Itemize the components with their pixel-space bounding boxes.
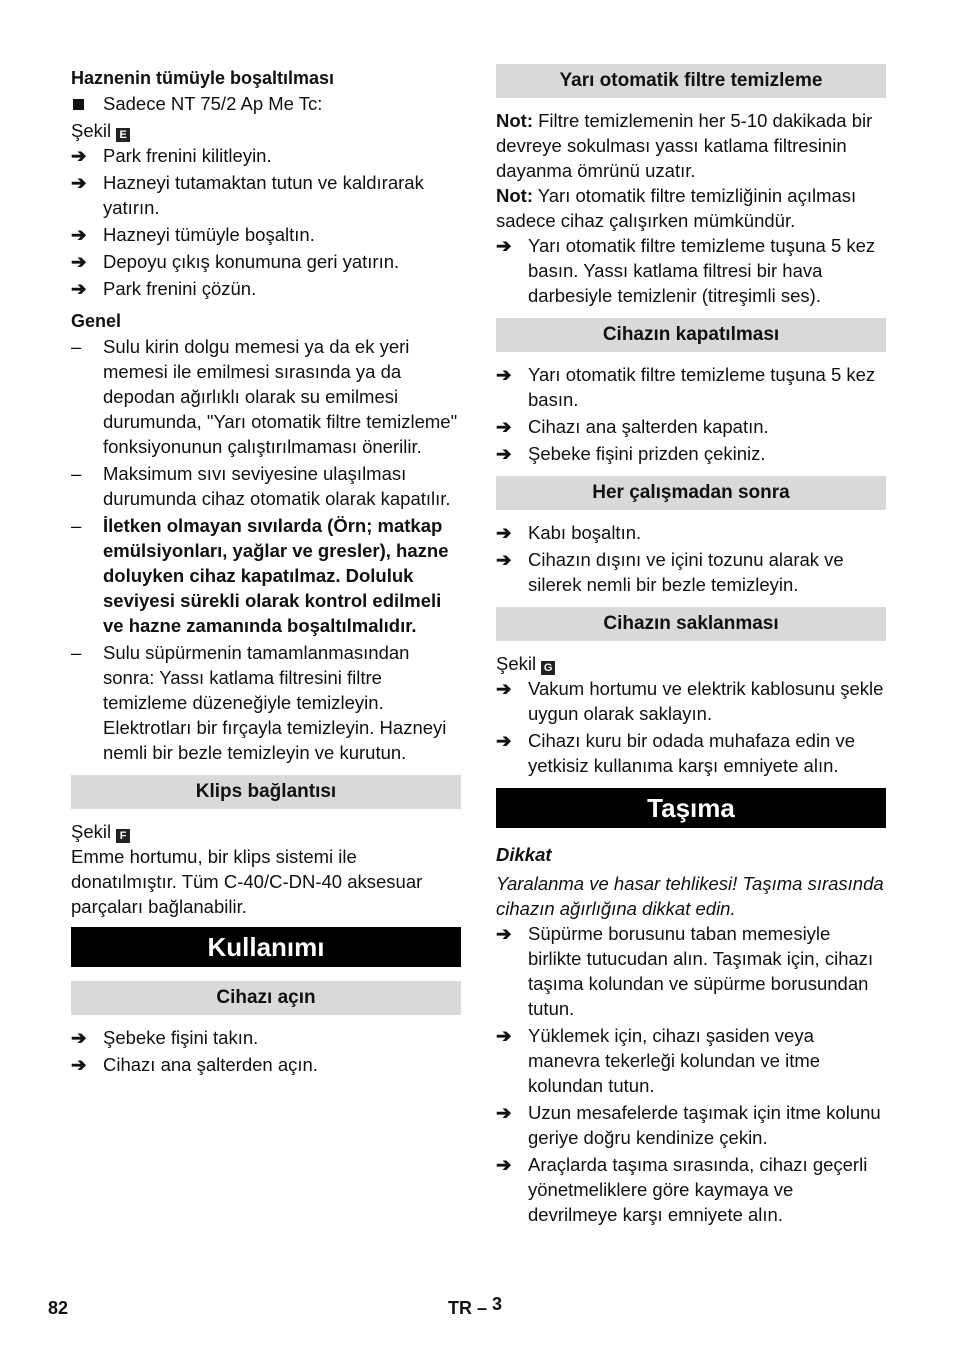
footer-language: TR – 3 bbox=[448, 1294, 503, 1318]
step-item: ➔ Cihazı kuru bir odada muhafaza edin ve yetkisiz kullanıma karşı emniyete alın. bbox=[496, 730, 856, 776]
dash-bullet: – bbox=[71, 463, 82, 484]
step-item: ➔ Cihazı ana şalterden açın. bbox=[71, 1054, 318, 1075]
step-item: ➔ Yüklemek için, cihazı şasiden veya manevra tekerleği kolundan ve itme kolundan tutun. bbox=[496, 1025, 821, 1096]
section-bar-switch-off: Cihazın kapatılması bbox=[496, 318, 886, 352]
step-item: ➔ Süpürme borusunu taban memesiyle birlikte tutucudan alın. Taşımak için, cihazı taşıma kolundan ve süpürme borusundan tutun. bbox=[496, 923, 874, 1019]
general-item: – Sulu süpürmenin tamamlanmasından sonra: Yassı katlama filtresini filtre temizleme düzeneğiyle temizleyin. Elektrotları bir fırçayla temizleyin. Hazneyi nemli bir bezle temizleyin ve kurutun. bbox=[71, 642, 447, 763]
dash-bullet: – bbox=[71, 515, 82, 536]
right-column bbox=[496, 62, 886, 1229]
step-item: ➔ Yarı otomatik filtre temizleme tuşuna 5 kez basın. Yassı katlama filtresi bir hava darbesiyle temizlenir (titreşimli ses). bbox=[496, 235, 876, 306]
section-title-empty-tank: Haznenin tümüyle boşaltılması bbox=[71, 68, 335, 88]
figure-ref-e: Şekil E bbox=[71, 118, 461, 143]
section-title-general: Genel bbox=[71, 311, 122, 331]
figure-ref-g: Şekil G bbox=[496, 651, 886, 676]
arrow-right-icon: ➔ bbox=[496, 923, 512, 944]
square-bullet-icon bbox=[71, 91, 99, 116]
general-item-warning: – İletken olmayan sıvılarda (Örn; matkap emülsiyonları, yağlar ve gresler), hazne doluyken cihaz kapatılmaz. Doluluk seviyesi sürekli olarak kontrol edilmeli ve hazne zamanında boşaltılmalıdır. bbox=[71, 515, 449, 636]
model-note: Sadece NT 75/2 Ap Me Tc: bbox=[71, 91, 461, 116]
step-item: ➔ Şebeke fişini prizden çekiniz. bbox=[496, 443, 766, 464]
figure-f-icon: F bbox=[116, 829, 130, 843]
arrow-right-icon: ➔ bbox=[496, 443, 512, 464]
arrow-right-icon: ➔ bbox=[496, 364, 512, 385]
step-item: ➔ Araçlarda taşıma sırasında, cihazı geçerli yönetmeliklere göre kaymaya ve devrilmeye karşı emniyete alın. bbox=[496, 1154, 868, 1225]
arrow-right-icon: ➔ bbox=[71, 172, 87, 193]
caution-text: Yaralanma ve hasar tehlikesi! Taşıma sırasında cihazın ağırlığına dikkat edin. bbox=[496, 873, 884, 919]
caution-label: Dikkat bbox=[496, 844, 552, 865]
section-bar-after-work: Her çalışmadan sonra bbox=[496, 476, 886, 510]
step-item: ➔ Şebeke fişini takın. bbox=[71, 1027, 259, 1048]
step-item: ➔ Uzun mesafelerde taşımak için itme kolunu geriye doğru kendinize çekin. bbox=[496, 1102, 881, 1148]
step-item: ➔ Cihazı ana şalterden kapatın. bbox=[496, 416, 769, 437]
figure-e-icon: E bbox=[116, 128, 130, 142]
step-item: ➔ Hazneyi tutamaktan tutun ve kaldırarak yatırın. bbox=[71, 172, 424, 218]
left-column bbox=[71, 62, 461, 1079]
arrow-right-icon: ➔ bbox=[496, 1154, 512, 1175]
section-bar-filter-cleaning: Yarı otomatik filtre temizleme bbox=[496, 64, 886, 98]
arrow-right-icon: ➔ bbox=[71, 224, 87, 245]
arrow-right-icon: ➔ bbox=[71, 278, 87, 299]
arrow-right-icon: ➔ bbox=[71, 251, 87, 272]
section-bar-switch-on: Cihazı açın bbox=[71, 981, 461, 1015]
step-item: ➔ Depoyu çıkış konumuna geri yatırın. bbox=[71, 251, 400, 272]
arrow-right-icon: ➔ bbox=[496, 1025, 512, 1046]
arrow-right-icon: ➔ bbox=[71, 1054, 87, 1075]
arrow-right-icon: ➔ bbox=[496, 549, 512, 570]
arrow-right-icon: ➔ bbox=[496, 522, 512, 543]
chapter-title-operation: Kullanımı bbox=[71, 927, 461, 967]
clip-text: Emme hortumu, bir klips sistemi ile donatılmıştır. Tüm C-40/C-DN-40 aksesuar parçaları bağlanabilir. bbox=[71, 846, 423, 917]
dash-bullet: – bbox=[71, 336, 82, 357]
note-1: Not: Filtre temizlemenin her 5-10 dakikada bir devreye sokulması yassı katlama filtresinin dayanma ömrünü uzatır. bbox=[496, 110, 873, 181]
arrow-right-icon: ➔ bbox=[71, 1027, 87, 1048]
arrow-right-icon: ➔ bbox=[71, 145, 87, 166]
section-bar-clip-connection: Klips bağlantısı bbox=[71, 775, 461, 809]
step-item: ➔ Kabı boşaltın. bbox=[496, 522, 642, 543]
arrow-right-icon: ➔ bbox=[496, 235, 512, 256]
figure-ref-f: Şekil F bbox=[71, 819, 461, 844]
step-item: ➔ Hazneyi tümüyle boşaltın. bbox=[71, 224, 315, 245]
section-bar-storage: Cihazın saklanması bbox=[496, 607, 886, 641]
step-item: ➔ Cihazın dışını ve içini tozunu alarak ve silerek nemli bir bezle temizleyin. bbox=[496, 549, 844, 595]
arrow-right-icon: ➔ bbox=[496, 1102, 512, 1123]
note-2: Not: Yarı otomatik filtre temizliğinin açılması sadece cihaz çalışırken mümkündür. bbox=[496, 185, 857, 231]
dash-bullet: – bbox=[71, 642, 82, 663]
general-item: – Maksimum sıvı seviyesine ulaşılması durumunda cihaz otomatik olarak kapatılır. bbox=[71, 463, 451, 509]
step-item: ➔ Vakum hortumu ve elektrik kablosunu şekle uygun olarak saklayın. bbox=[496, 678, 884, 724]
arrow-right-icon: ➔ bbox=[496, 416, 512, 437]
arrow-right-icon: ➔ bbox=[496, 730, 512, 751]
step-item: ➔ Park frenini kilitleyin. bbox=[71, 145, 272, 166]
chapter-title-transport: Taşıma bbox=[496, 788, 886, 828]
figure-g-icon: G bbox=[541, 661, 555, 675]
arrow-right-icon: ➔ bbox=[496, 678, 512, 699]
step-item: ➔ Yarı otomatik filtre temizleme tuşuna 5 kez basın. bbox=[496, 364, 876, 410]
general-item: – Sulu kirin dolgu memesi ya da ek yeri memesi ile emilmesi sırasında ya da depodan ağırlıklı olarak su emilmesi durumunda, "Yarı otomatik filtre temizleme" fonksiyonunun çalıştırılmaması önerilir. bbox=[71, 336, 458, 457]
step-item: ➔ Park frenini çözün. bbox=[71, 278, 257, 299]
page-number: 82 bbox=[48, 1298, 69, 1318]
